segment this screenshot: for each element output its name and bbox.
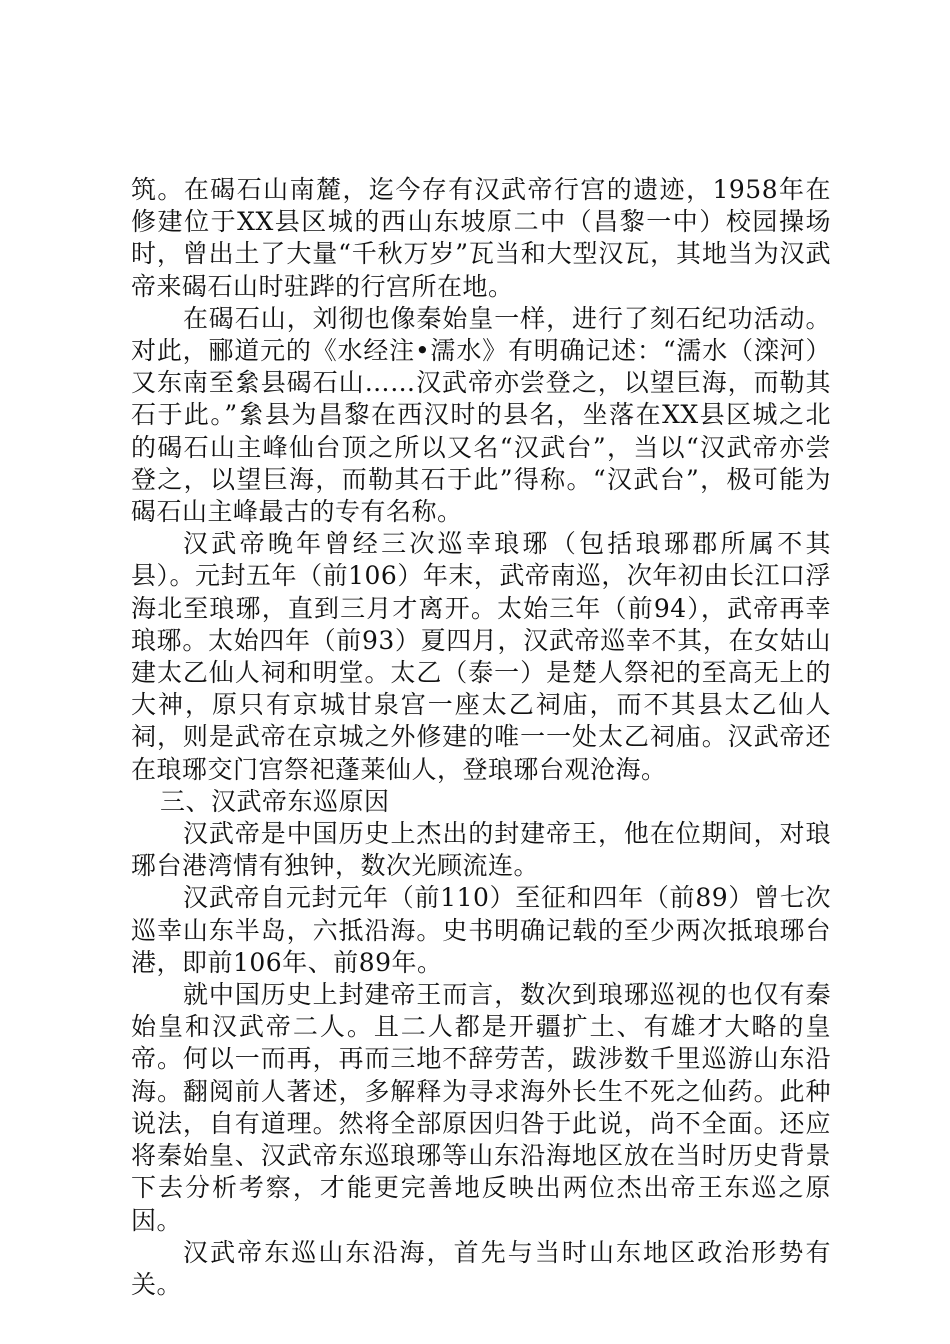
paragraph-emperor-intro: 汉武帝是中国历史上杰出的封建帝王，他在位期间，对琅琊台港湾情有独钟，数次光顾流连。 xyxy=(131,819,831,881)
paragraph-langya-visits: 汉武帝晚年曾经三次巡幸琅琊（包括琅琊郡所属不其县）。元封五年（前106）年末，武帝南巡，次年初由长江口浮海北至琅琊，直到三月才离开。太始三年（前94），武帝再幸琅琊。太始四年（前93）夏四月，汉武帝巡幸不其，在女姑山建太乙仙人祠和明堂。太乙（泰一）是楚人祭祀的至高无上的大神，原只有京城甘泉宫一座太乙祠庙，而不其县太乙仙人祠，则是武帝在京城之外修建的唯一一处太乙祠庙。汉武帝还在琅琊交门宫祭祀蓬莱仙人，登琅琊台观沧海。 xyxy=(131,529,831,784)
document-body xyxy=(131,174,831,1301)
paragraph-seven-tours: 汉武帝自元封元年（前110）至征和四年（前89）曾七次巡幸山东半岛，六抵沿海。史书明确记载的至少两次抵琅琊台港，即前106年、前89年。 xyxy=(131,883,831,977)
paragraph-stone-inscription: 在碣石山，刘彻也像秦始皇一样，进行了刻石纪功活动。对此，郦道元的《水经注•濡水》有明确记述：“濡水（滦河）又东南至絫县碣石山……汉武帝亦尝登之，以望巨海，而勒其石于此。”絫县为昌黎在西汉时的县名，坐落在XX县区城之北的碣石山主峰仙台顶之所以又名“汉武台”，当以“汉武帝亦尝登之，以望巨海，而勒其石于此”得称。“汉武台”，极可能为碣石山主峰最古的专有名称。 xyxy=(131,303,831,527)
paragraph-reasons: 就中国历史上封建帝王而言，数次到琅琊巡视的也仅有秦始皇和汉武帝二人。且二人都是开疆扩土、有雄才大略的皇帝。何以一而再，再而三地不辞劳苦，跋涉数千里巡游山东沿海。翻阅前人著述，多解释为寻求海外长生不死之仙药。此种说法，自有道理。然将全部原因归咎于此说，尚不全面。还应将秦始皇、汉武帝东巡琅琊等山东沿海地区放在当时历史背景下去分析考察，才能更完善地反映出两位杰出帝王东巡之原因。 xyxy=(131,980,831,1235)
paragraph-political-situation: 汉武帝东巡山东沿海，首先与当时山东地区政治形势有关。 xyxy=(131,1237,831,1299)
section-heading: 三、汉武帝东巡原因 xyxy=(160,786,390,816)
paragraph-continuation: 筑。在碣石山南麓，迄今存有汉武帝行宫的遗迹，1958年在修建位于XX县区城的西山东坡原二中（昌黎一中）校园操场时，曾出土了大量“千秋万岁”瓦当和大型汉瓦，其地当为汉武帝来碣石山时驻跸的行宫所在地。 xyxy=(131,175,831,301)
